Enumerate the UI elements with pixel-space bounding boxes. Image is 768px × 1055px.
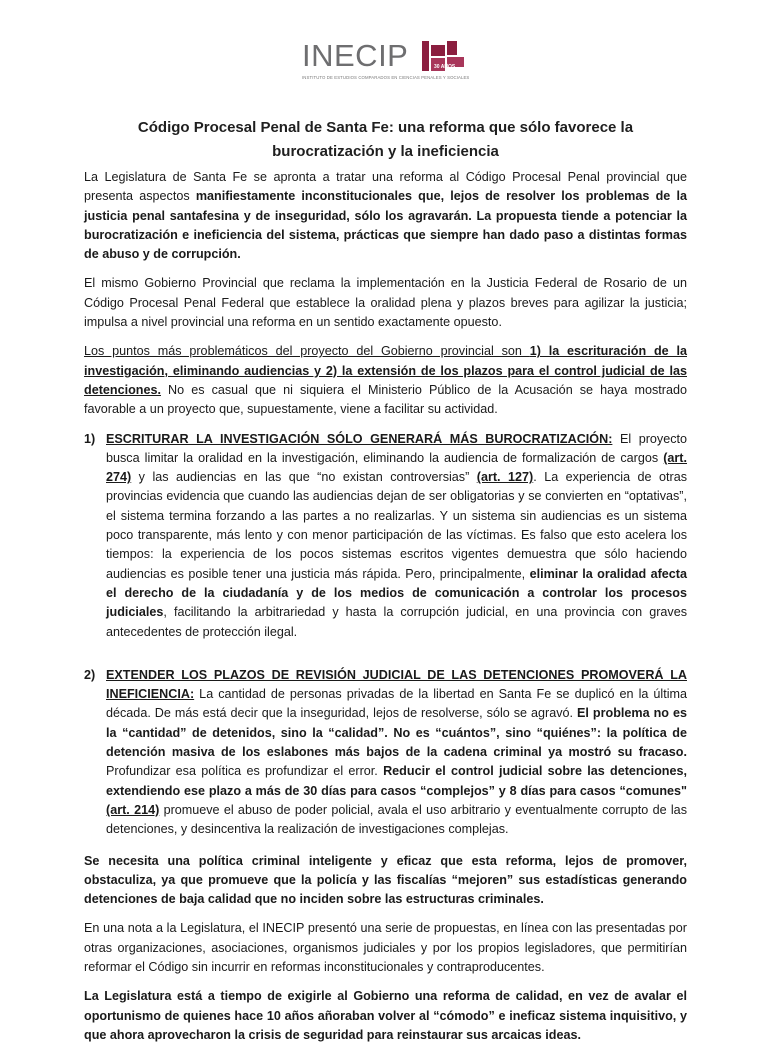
inecip-logo [300, 38, 470, 86]
bold-text: manifiestamente inconstitucionales que, lejos de resolver los problemas de la justicia penal santafesina y de inseguridad, sólo los agravarán. La propuesta tiende a potenciar la burocratización e ineficiencia del sistema, prácticas que siempre han dado paso a distintas formas de abuso y de corrupción. [84, 189, 687, 262]
text: promueve el abuso de poder policial, avala el uso arbitrario y eventualmente corrupto de las detenciones, y desincentiva la realización de investigaciones complejas. [106, 802, 687, 837]
text: No es casual que ni siquiera el Ministerio Público de la Acusación se haya mostrado favorable a un proyecto que, supuestamente, viene a facilitar su actividad. [84, 382, 687, 417]
text: Los puntos más problemáticos del proyecto del Gobierno provincial son [84, 344, 530, 359]
paragraph-policy [84, 852, 687, 910]
bold-text: Reducir el control judicial sobre las detenciones, extendiendo ese plazo a más de 30 días para casos “complejos” y 8 días para casos “comunes" [106, 764, 687, 798]
logo-subtitle: INSTITUTO DE ESTUDIOS COMPARADOS EN CIENCIAS PENALES Y SOCIALES [302, 75, 470, 80]
bold-underlined-text: 1) la escrituración de la investigación, eliminando audiencias y 2) la extensión de los plazos para el control judicial de las detenciones. [84, 344, 687, 397]
item-heading: EXTENDER LOS PLAZOS DE REVISIÓN JUDICIAL DE LAS DETENCIONES PROMOVERÁ LA INEFICIENCIA: [106, 667, 687, 702]
text: El proyecto busca limitar la oralidad en la investigación, eliminando la audiencia de formalización de cargos [106, 431, 687, 465]
text: , facilitando la arbitrariedad y hasta la corrupción judicial, en una provincia con graves antecedentes de protección ilegal. [106, 605, 687, 639]
list-item-1 [84, 430, 687, 642]
paragraph-problems [84, 342, 687, 419]
article-reference: (art. 127) [476, 470, 534, 485]
list-number: 2) [84, 667, 96, 682]
article-reference: (art. 274) [106, 450, 687, 485]
title-line-2: burocratización y la ineficiencia [272, 143, 499, 160]
bold-text: Se necesita una política criminal inteligente y eficaz que esta reforma, lejos de promover, obstaculiza, ya que promueve que la policía y las fiscalías “mejoren” sus estadísticas generando detenciones de baja calidad que no inciden sobre las estructuras criminales. [84, 853, 687, 907]
bold-text: La Legislatura está a tiempo de exigirle al Gobierno una reforma de calidad, en vez de avalar el oportunismo de quienes hace 10 años añoraban volver al “cómodo” e ineficaz sistema inquisitivo, y que ahora aprovecharon la crisis de seguridad para reinstaurar sus arcaicas ideas. [84, 989, 687, 1042]
paragraph-intro [84, 168, 687, 264]
title-line-1: Código Procesal Penal de Santa Fe: una reforma que sólo favorece la [137, 119, 634, 136]
text: . La experiencia de otras provincias evidencia que cuando las audiencias dejan de ser obligatorias y se convierten en “optativas”, el sistema termina forzando a las partes a no realizarlas. Y un sistema sin audiencias es un sistema poco transparente, más lento y con menor participación de las víctimas. Es falso que esto acelera los tiempos: la experiencia de los pocos sistemas escritos vigentes demuestra que sólo haciendo audiencias es posible tener una justicia más rápida. Pero, principalmente, [106, 470, 688, 581]
logo-wordmark: INECIP [302, 38, 409, 73]
article-reference: (art. 214) [106, 802, 160, 817]
paragraph-conclusion [84, 987, 687, 1045]
text: y las audiencias en las que “no existan controversias” [131, 470, 477, 485]
paragraph-proposals: En una nota a la Legislatura, el INECIP presentó una serie de propuestas, en línea con las presentadas por otras organizaciones, asociaciones, organismos judiciales y por los propios legisladores, que permitirían reformar el Código sin incurrir en reformas inconstitucionales y contraproducentes. [84, 921, 687, 974]
logo-mark-icon [422, 41, 464, 71]
item-heading: ESCRITURAR LA INVESTIGACIÓN SÓLO GENERARÁ MÁS BUROCRATIZACIÓN: [106, 431, 613, 446]
document-title [84, 116, 687, 164]
bold-text: El problema no es la “cantidad” de detenidos, sino la “calidad”. No es “cuántos”, sino “quiénes”: la política de detención masiva de los eslabones más bajos de la cadena criminal ya mostró su fracaso. [106, 706, 687, 760]
bold-text: eliminar la oralidad afecta el derecho de la ciudadanía y de los medios de comunicación a controlar los procesos judiciales [106, 566, 687, 620]
list-item-2 [84, 666, 687, 840]
text: Profundizar esa política es profundizar el error. [106, 764, 384, 779]
paragraph-government: El mismo Gobierno Provincial que reclama la implementación en la Justicia Federal de Rosario de un Código Procesal Penal Federal que establece la oralidad plena y plazos breves para agilizar la justicia; impulsa a nivel provincial una reforma en un sentido exactamente opuesto. [84, 276, 687, 330]
text: La cantidad de personas privadas de la libertad en Santa Fe se duplicó en la última década. De más está decir que la inseguridad, lejos de resolverse, sólo se agravó. [106, 687, 687, 721]
list-number: 1) [84, 431, 96, 446]
text: La Legislatura de Santa Fe se apronta a tratar una reforma al Código Procesal Penal provincial que presenta aspectos [84, 170, 687, 204]
document-body [84, 168, 687, 1055]
logo-badge: 30 AÑOS [434, 64, 456, 70]
